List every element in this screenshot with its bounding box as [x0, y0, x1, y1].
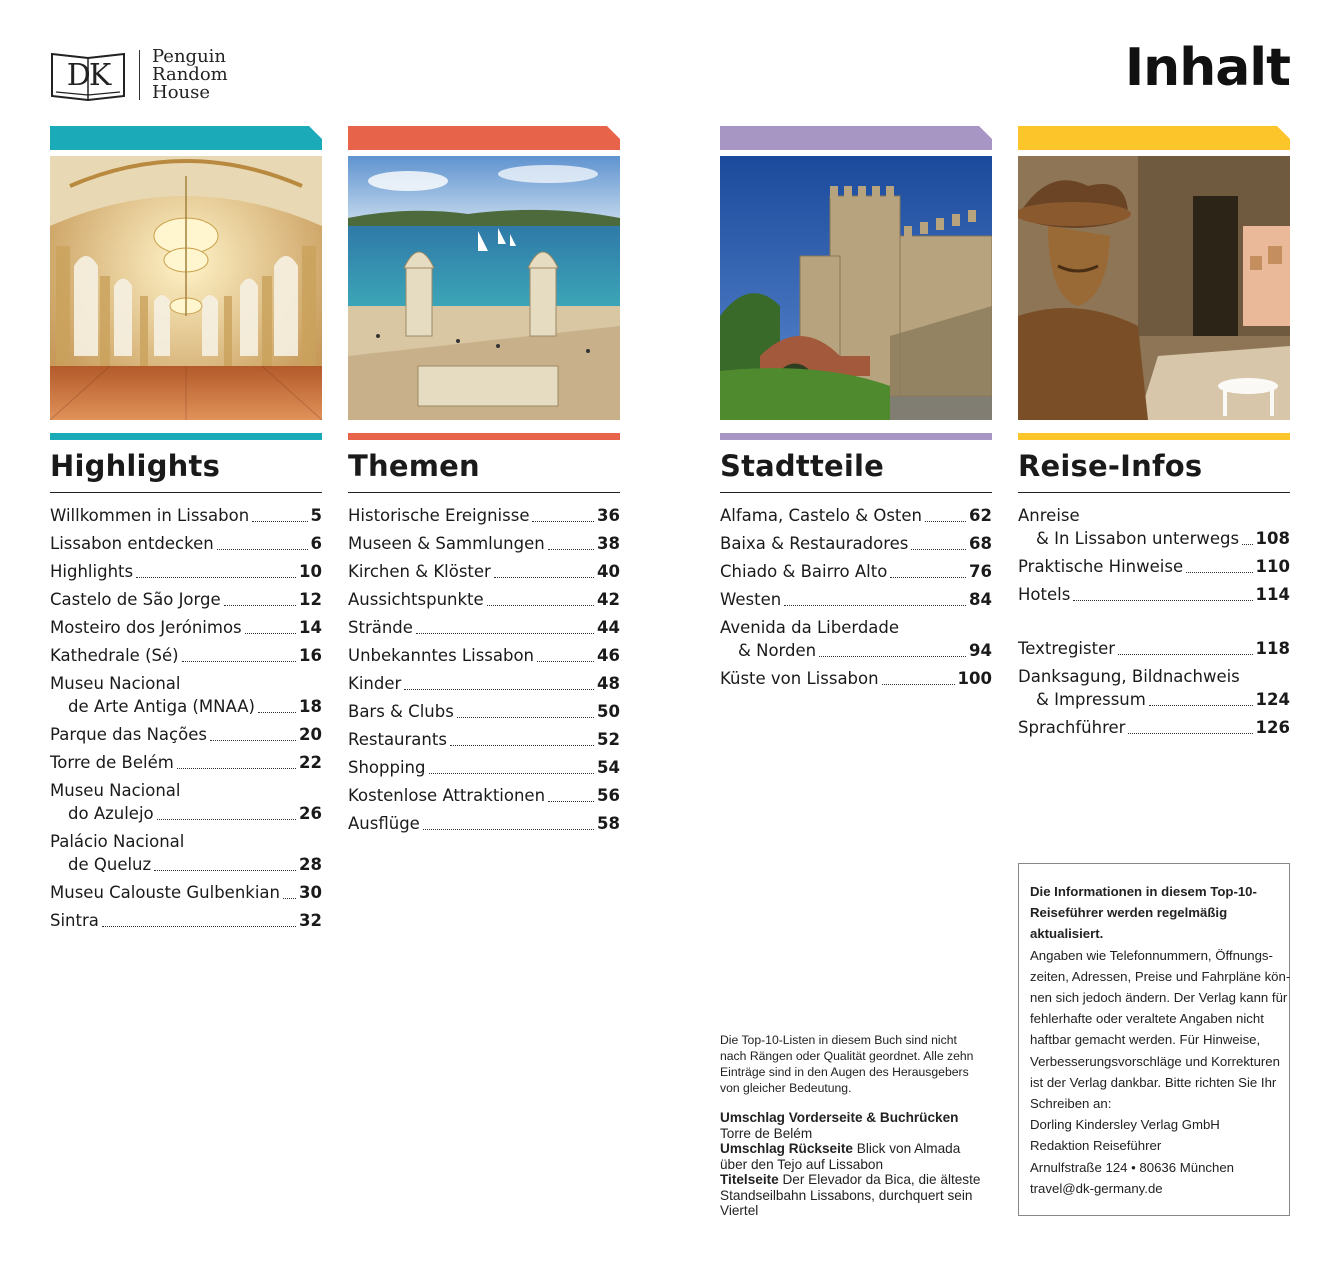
section-stadtteile	[720, 126, 992, 697]
logo-divider	[139, 50, 140, 100]
toc-entry-title: & Norden	[738, 641, 817, 660]
toc-entry-title: Museu Calouste Gulbenkian	[50, 883, 280, 902]
toc-entry[interactable]	[720, 562, 992, 582]
dot-leader	[245, 633, 296, 634]
toc-page-number: 6	[310, 534, 322, 553]
logo-mark: DK	[66, 58, 110, 93]
toc-entry[interactable]	[1018, 639, 1290, 659]
toc-entry[interactable]	[720, 669, 992, 689]
toc-entry-title: Sprachführer	[1018, 718, 1126, 737]
toc-entry[interactable]	[720, 506, 992, 526]
section-divider	[1018, 492, 1290, 493]
dot-leader	[177, 768, 296, 769]
toc-page-number: 38	[597, 534, 620, 553]
toc-entry-title-line1: Danksagung, Bildnachweis	[1018, 667, 1240, 686]
toc-entry-multiline[interactable]	[1018, 506, 1290, 549]
photo-castle	[720, 156, 992, 420]
dot-leader	[154, 870, 296, 871]
toc-page-number: 14	[299, 618, 322, 637]
toc-entry-title: Ausflüge	[348, 814, 420, 833]
dot-leader	[224, 605, 296, 606]
section-title: Stadtteile	[720, 449, 885, 483]
section-title: Reise-Infos	[1018, 449, 1203, 483]
dot-leader	[548, 549, 594, 550]
toc-page-number: 118	[1255, 639, 1290, 658]
toc-entry-title-line1: Museu Nacional	[50, 781, 181, 800]
dot-leader	[416, 633, 594, 634]
note-line: von gleicher Bedeutung.	[720, 1081, 852, 1095]
toc-page-number: 26	[299, 804, 322, 823]
toc-entry-title-line1: Palácio Nacional	[50, 832, 185, 851]
toc-list	[50, 506, 322, 931]
section-divider	[50, 492, 322, 493]
toc-entry-title: Willkommen in Lissabon	[50, 506, 250, 525]
section-rule	[50, 433, 322, 440]
toc-page-number: 50	[597, 702, 620, 721]
dot-leader	[210, 740, 296, 741]
toc-entry-title: Westen	[720, 590, 782, 609]
info-line: ist der Verlag dankbar. Bitte richten Sie Ihr	[1030, 1074, 1277, 1090]
section-tab	[1018, 126, 1290, 150]
dot-leader	[1149, 705, 1253, 706]
toc-entry-title: Shopping	[348, 758, 426, 777]
toc-page-number: 12	[299, 590, 322, 609]
toc-entry[interactable]	[348, 618, 620, 638]
section-rule	[1018, 433, 1290, 440]
note-line: Die Top-10-Listen in diesem Buch sind nicht	[720, 1033, 957, 1047]
toc-entry-title: Parque das Nações	[50, 725, 207, 744]
toc-page-number: 42	[597, 590, 620, 609]
toc-page-number: 36	[597, 506, 620, 525]
toc-page-number: 46	[597, 646, 620, 665]
toc-entry[interactable]	[50, 911, 322, 931]
toc-page-number: 100	[957, 669, 992, 688]
dk-logo	[50, 48, 126, 102]
toc-entry[interactable]	[50, 646, 322, 666]
publisher-name	[152, 48, 228, 102]
section-themen	[348, 126, 620, 842]
section-reise-infos	[1018, 126, 1290, 746]
dot-leader	[911, 549, 966, 550]
ranking-note	[720, 1032, 982, 1219]
toc-entry[interactable]	[1018, 557, 1290, 577]
photo-belem-tower	[348, 156, 620, 420]
toc-page-number: 110	[1255, 557, 1290, 576]
toc-entry-title-line1: Anreise	[1018, 506, 1080, 525]
dot-leader	[404, 689, 594, 690]
dot-leader	[429, 773, 595, 774]
toc-entry[interactable]	[348, 814, 620, 834]
toc-list	[348, 506, 620, 834]
info-line: Schreiben an:	[1030, 1096, 1112, 1112]
section-highlights	[50, 126, 322, 939]
toc-entry[interactable]	[50, 697, 322, 717]
toc-entry-title: do Azulejo	[68, 804, 154, 823]
photo-palace-ballroom	[50, 156, 322, 420]
dot-leader	[1128, 733, 1252, 734]
toc-entry[interactable]	[50, 590, 322, 610]
info-heading-line: aktualisiert.	[1030, 926, 1104, 942]
cover-back-text: über den Tejo auf Lissabon	[720, 1156, 883, 1172]
toc-entry[interactable]	[50, 804, 322, 824]
toc-entry[interactable]	[348, 534, 620, 554]
toc-entry[interactable]	[348, 702, 620, 722]
toc-entry-title: de Queluz	[68, 855, 152, 874]
toc-page-number: 68	[969, 534, 992, 553]
info-line: Verbesserungsvorschläge und Korrekturen	[1030, 1053, 1280, 1069]
toc-entry-title: Castelo de São Jorge	[50, 590, 221, 609]
info-line: Dorling Kindersley Verlag GmbH	[1030, 1117, 1220, 1133]
toc-entry[interactable]	[720, 641, 992, 661]
toc-entry-multiline[interactable]	[50, 832, 322, 875]
toc-entry-title: Sintra	[50, 911, 99, 930]
toc-page-number: 30	[299, 883, 322, 902]
title-page-text: Der Elevador da Bica, die älteste	[778, 1172, 981, 1187]
toc-entry[interactable]	[720, 534, 992, 554]
toc-entry-title: Textregister	[1018, 639, 1116, 658]
toc-page-number: 62	[969, 506, 992, 525]
toc-entry-multiline[interactable]	[50, 781, 322, 824]
publisher-line: Random	[152, 64, 228, 85]
toc-entry[interactable]	[50, 534, 322, 554]
cover-back-text: Blick von Almada	[852, 1141, 961, 1156]
dot-leader	[784, 605, 966, 606]
toc-entry-title: Highlights	[50, 562, 134, 581]
cover-front-label: Umschlag Vorderseite & Buchrücken	[720, 1110, 959, 1125]
dot-leader	[102, 926, 296, 927]
cover-front-text: Torre de Belém	[720, 1125, 813, 1141]
cover-back-label: Umschlag Rückseite	[720, 1141, 853, 1156]
update-info-box	[1018, 863, 1290, 1216]
toc-entry-title: Praktische Hinweise	[1018, 557, 1184, 576]
toc-page-number: 5	[310, 506, 322, 525]
toc-entry[interactable]	[348, 786, 620, 806]
dot-leader	[283, 898, 296, 899]
toc-page-number: 56	[597, 786, 620, 805]
toc-entry[interactable]	[720, 590, 992, 610]
publisher-line: Penguin	[152, 46, 227, 67]
info-line: haftbar gemacht werden. Für Hinweise,	[1030, 1032, 1261, 1048]
toc-entry[interactable]	[348, 646, 620, 666]
toc-entry-title: Chiado & Bairro Alto	[720, 562, 888, 581]
toc-entry-multiline[interactable]	[50, 674, 322, 717]
toc-entry-title: Kostenlose Attraktionen	[348, 786, 546, 805]
section-tab	[50, 126, 322, 150]
toc-entry-title: Restaurants	[348, 730, 447, 749]
toc-entry[interactable]	[1018, 585, 1290, 605]
toc-entry-title: Bars & Clubs	[348, 702, 454, 721]
toc-entry[interactable]	[348, 562, 620, 582]
toc-page-number: 94	[969, 641, 992, 660]
section-divider	[348, 492, 620, 493]
dot-leader	[1118, 654, 1253, 655]
dot-leader	[252, 521, 307, 522]
section-tab	[720, 126, 992, 150]
toc-page-number: 114	[1255, 585, 1290, 604]
dot-leader	[1186, 572, 1252, 573]
toc-entry-title: Mosteiro dos Jerónimos	[50, 618, 242, 637]
toc-entry[interactable]	[50, 753, 322, 773]
toc-page-number: 28	[299, 855, 322, 874]
toc-entry[interactable]	[348, 506, 620, 526]
toc-entry-title: & In Lissabon unterwegs	[1036, 529, 1240, 548]
dot-leader	[548, 801, 594, 802]
toc-page-number: 54	[597, 758, 620, 777]
toc-page-number: 84	[969, 590, 992, 609]
section-rule	[348, 433, 620, 440]
toc-entry[interactable]	[50, 855, 322, 875]
dot-leader	[890, 577, 966, 578]
toc-entry-multiline[interactable]	[1018, 667, 1290, 710]
section-title: Highlights	[50, 449, 221, 483]
toc-page-number: 108	[1255, 529, 1290, 548]
toc-entry-title-line1: Avenida da Liberdade	[720, 618, 900, 637]
toc-page-number: 52	[597, 730, 620, 749]
toc-entry-title-line1: Museu Nacional	[50, 674, 181, 693]
dot-leader	[487, 605, 594, 606]
info-line: Arnulfstraße 124 • 80636 München	[1030, 1159, 1235, 1175]
toc-entry[interactable]	[1018, 529, 1290, 549]
dot-leader	[494, 577, 594, 578]
toc-entry-title: Torre de Belém	[50, 753, 174, 772]
toc-entry[interactable]	[50, 506, 322, 526]
toc-page-number: 48	[597, 674, 620, 693]
dot-leader	[423, 829, 594, 830]
dot-leader	[182, 661, 296, 662]
dot-leader	[258, 712, 296, 713]
toc-page-number: 124	[1255, 690, 1290, 709]
toc-page-number: 20	[299, 725, 322, 744]
toc-entry[interactable]	[1018, 690, 1290, 710]
dot-leader	[457, 717, 594, 718]
dot-leader	[925, 521, 966, 522]
toc-entry-title: de Arte Antiga (MNAA)	[68, 697, 255, 716]
toc-entry-title: Kinder	[348, 674, 402, 693]
toc-entry-title: Kathedrale (Sé)	[50, 646, 179, 665]
dot-leader	[136, 577, 296, 578]
toc-entry-title: Museen & Sammlungen	[348, 534, 545, 553]
toc-page-number: 32	[299, 911, 322, 930]
dot-leader	[450, 745, 594, 746]
toc-entry[interactable]	[348, 758, 620, 778]
note-line: nach Rängen oder Qualität geordnet. Alle zehn	[720, 1049, 974, 1063]
section-title: Themen	[348, 449, 480, 483]
info-heading-line: Die Informationen in diesem Top-10-	[1030, 884, 1257, 899]
toc-entry[interactable]	[1018, 718, 1290, 738]
info-heading-line: Reiseführer werden regelmäßig	[1030, 905, 1228, 921]
toc-entry-title: Historische Ereignisse	[348, 506, 530, 525]
dot-leader	[1073, 600, 1252, 601]
toc-entry-title: Aussichtspunkte	[348, 590, 484, 609]
section-rule	[720, 433, 992, 440]
toc-entry[interactable]	[348, 674, 620, 694]
toc-entry-title: Strände	[348, 618, 413, 637]
toc-page-number: 22	[299, 753, 322, 772]
toc-spacer	[1018, 613, 1290, 639]
info-line: fehlerhafte oder veraltete Angaben nicht	[1030, 1011, 1264, 1027]
section-divider	[720, 492, 992, 493]
section-tab	[348, 126, 620, 150]
photo-bronze-statue	[1018, 156, 1290, 420]
toc-entry[interactable]	[50, 883, 322, 903]
cover-credits	[720, 1110, 982, 1219]
toc-entry-title: Lissabon entdecken	[50, 534, 214, 553]
dot-leader	[882, 684, 955, 685]
toc-entry[interactable]	[50, 618, 322, 638]
toc-page-number: 76	[969, 562, 992, 581]
page-title: Inhalt	[1124, 38, 1290, 98]
toc-entry-title: Unbekanntes Lissabon	[348, 646, 535, 665]
toc-entry[interactable]	[348, 590, 620, 610]
dot-leader	[157, 819, 296, 820]
toc-entry-title: & Impressum	[1036, 690, 1146, 709]
dot-leader	[537, 661, 594, 662]
info-line: Angaben wie Telefonnummern, Öffnungs-	[1030, 947, 1273, 963]
toc-page-number: 10	[299, 562, 322, 581]
title-page-text: Standseilbahn Lissabons, durchquert sein	[720, 1187, 973, 1203]
toc-entry[interactable]	[348, 730, 620, 750]
toc-page-number: 126	[1255, 718, 1290, 737]
toc-entry[interactable]	[50, 562, 322, 582]
toc-page-number: 58	[597, 814, 620, 833]
info-line: Redaktion Reiseführer	[1030, 1138, 1162, 1154]
note-line: Einträge sind in den Augen des Herausgebers	[720, 1065, 969, 1079]
toc-list	[720, 506, 992, 689]
toc-entry-title: Kirchen & Klöster	[348, 562, 491, 581]
toc-entry-title: Baixa & Restauradores	[720, 534, 909, 553]
info-line: zeiten, Adressen, Preise und Fahrpläne kön-	[1030, 968, 1291, 984]
dot-leader	[532, 521, 594, 522]
toc-entry-title: Hotels	[1018, 585, 1071, 604]
dot-leader	[1242, 544, 1252, 545]
toc-page-number: 40	[597, 562, 620, 581]
title-page-label: Titelseite	[720, 1172, 779, 1187]
toc-entry-title: Küste von Lissabon	[720, 669, 879, 688]
info-line: nen sich jedoch ändern. Der Verlag kann für	[1030, 990, 1288, 1006]
dot-leader	[819, 656, 966, 657]
toc-page-number: 16	[299, 646, 322, 665]
dot-leader	[217, 549, 308, 550]
toc-entry-multiline[interactable]	[720, 618, 992, 661]
title-page-text: Viertel	[720, 1203, 759, 1218]
info-email[interactable]: travel@dk-germany.de	[1030, 1180, 1163, 1196]
toc-entry[interactable]	[50, 725, 322, 745]
toc-entry-title: Alfama, Castelo & Osten	[720, 506, 923, 525]
toc-page-number: 18	[299, 697, 322, 716]
toc-list	[1018, 506, 1290, 738]
toc-page-number: 44	[597, 618, 620, 637]
publisher-line: House	[152, 82, 211, 103]
